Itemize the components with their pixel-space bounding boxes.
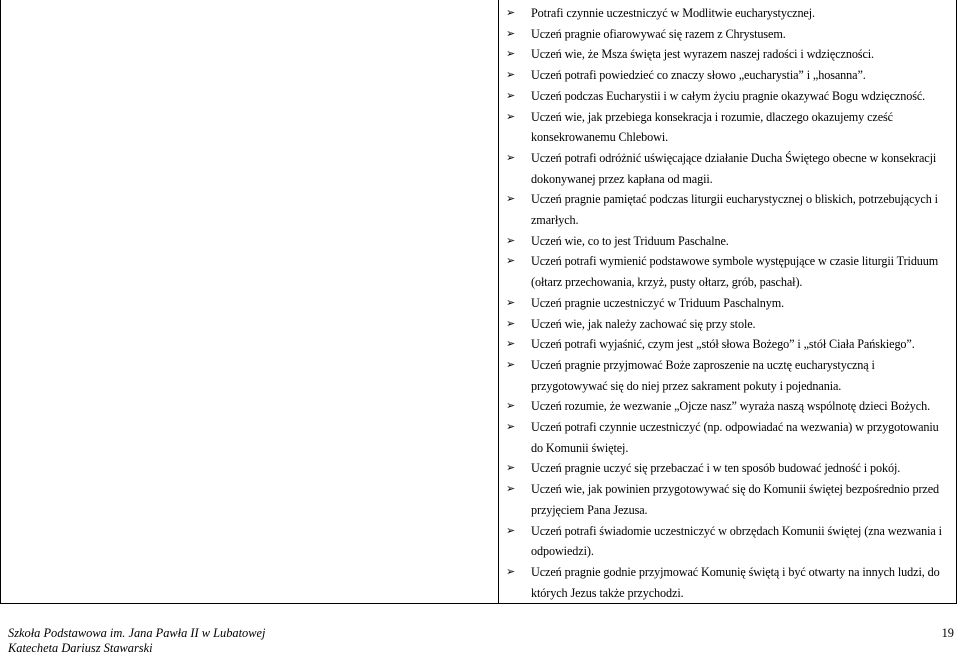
list-item-text: Uczeń wie, jak należy zachować się przy stole. — [531, 316, 756, 331]
list-item — [506, 293, 951, 314]
list-item — [506, 562, 951, 603]
arrowhead-bullet-icon: ➢ — [506, 564, 516, 578]
list-item-text: Uczeń pragnie ofiarowywać się razem z Chrystusem. — [531, 26, 786, 41]
arrowhead-bullet-icon: ➢ — [506, 233, 516, 247]
list-item — [506, 44, 951, 65]
list-item-text: Uczeń pragnie pamiętać podczas liturgii eucharystycznej o bliskich, potrzebujących i zmarłych. — [531, 192, 938, 228]
list-item-text: Uczeń potrafi wyjaśnić, czym jest „stół słowa Bożego” i „stół Ciała Pańskiego”. — [531, 337, 915, 352]
arrowhead-bullet-icon: ➢ — [506, 88, 516, 102]
arrowhead-bullet-icon: ➢ — [506, 6, 516, 19]
list-item — [506, 65, 951, 86]
page-number: 19 — [941, 626, 954, 640]
arrowhead-bullet-icon: ➢ — [506, 109, 516, 123]
list-item — [506, 334, 951, 355]
list-item — [506, 396, 951, 417]
arrowhead-bullet-icon: ➢ — [506, 461, 516, 475]
arrowhead-bullet-icon: ➢ — [506, 192, 516, 206]
arrowhead-bullet-icon: ➢ — [506, 316, 516, 330]
list-item-text: Uczeń potrafi czynnie uczestniczyć (np. odpowiadać na wezwania) w przygotowaniu do Komunii świętej. — [531, 420, 939, 455]
list-item-text: Potrafi czynnie uczestniczyć w Modlitwie eucharystycznej. — [531, 6, 815, 20]
footer-school: Szkoła Podstawowa im. Jana Pawła II w Lubatowej — [8, 626, 266, 640]
arrowhead-bullet-icon: ➢ — [506, 482, 516, 496]
list-item-text: Uczeń pragnie przyjmować Boże zaproszenie na ucztę eucharystyczną i przygotowywać się do niej przez sakrament pokuty i pojednania. — [531, 357, 875, 393]
list-item — [506, 458, 951, 479]
list-item-text: Uczeń wie, jak powinien przygotowywać się do Komunii świętej bezpośrednio przed przyjęciem Pana Jezusa. — [531, 482, 940, 517]
arrowhead-bullet-icon: ➢ — [506, 523, 516, 537]
table-border-right — [956, 0, 957, 604]
table-border-left — [0, 0, 1, 604]
list-item — [506, 355, 951, 396]
list-item — [506, 148, 951, 189]
list-item-text: Uczeń potrafi powiedzieć co znaczy słowo „eucharystia” i „hosanna”. — [531, 68, 866, 83]
list-item — [506, 189, 951, 230]
page-footer — [8, 626, 954, 656]
learning-outcomes-list — [506, 3, 951, 603]
table-column-divider — [498, 0, 499, 604]
arrowhead-bullet-icon: ➢ — [506, 357, 516, 371]
list-item-text: Uczeń pragnie uczestniczyć w Triduum Paschalnym. — [531, 295, 785, 310]
list-item — [506, 3, 951, 24]
list-item-text: Uczeń wie, że Msza święta jest wyrazem naszej radości i wdzięczności. — [531, 47, 874, 62]
list-item — [506, 107, 951, 148]
list-item-text: Uczeń potrafi odróżnić uświęcające działanie Ducha Świętego obecne w konsekracji dokonywanej przez kapłana od magii. — [531, 150, 937, 186]
list-item — [506, 251, 951, 292]
list-item-text: Uczeń rozumie, że wezwanie „Ojcze nasz” wyraża naszą wspólnotę dzieci Bożych. — [531, 399, 931, 414]
list-item — [506, 86, 951, 107]
list-item — [506, 521, 951, 562]
list-item-text: Uczeń potrafi świadomie uczestniczyć w obrzędach Komunii świętej (zna wezwania i odpowiedzi). — [531, 523, 942, 559]
arrowhead-bullet-icon: ➢ — [506, 295, 516, 309]
list-item-text: Uczeń podczas Eucharystii i w całym życiu pragnie okazywać Bogu wdzięczność. — [531, 88, 926, 103]
list-item-text: Uczeń pragnie godnie przyjmować Komunię świętą i być otwarty na innych ludzi, do których Jezus także przychodzi. — [531, 564, 940, 600]
list-item — [506, 231, 951, 252]
list-item — [506, 479, 951, 520]
list-item-text: Uczeń wie, jak przebiega konsekracja i rozumie, dlaczego okazujemy cześć konsekrowanemu Chlebowi. — [531, 109, 893, 145]
list-item — [506, 314, 951, 335]
list-item — [506, 24, 951, 45]
arrowhead-bullet-icon: ➢ — [506, 150, 516, 164]
arrowhead-bullet-icon: ➢ — [506, 47, 516, 61]
list-item — [506, 417, 951, 458]
arrowhead-bullet-icon: ➢ — [506, 420, 516, 434]
list-item-text: Uczeń pragnie uczyć się przebaczać i w ten sposób budować jedność i pokój. — [531, 461, 901, 476]
footer-author: Katecheta Dariusz Stawarski — [8, 641, 153, 655]
arrowhead-bullet-icon: ➢ — [506, 26, 516, 40]
arrowhead-bullet-icon: ➢ — [506, 399, 516, 413]
arrowhead-bullet-icon: ➢ — [506, 254, 516, 268]
arrowhead-bullet-icon: ➢ — [506, 68, 516, 82]
arrowhead-bullet-icon: ➢ — [506, 337, 516, 351]
list-item-text: Uczeń potrafi wymienić podstawowe symbole występujące w czasie liturgii Triduum (ołtarz przechowania, krzyż, pusty ołtarz, grób, paschał). — [531, 254, 939, 290]
list-item-text: Uczeń wie, co to jest Triduum Paschalne. — [531, 233, 729, 248]
